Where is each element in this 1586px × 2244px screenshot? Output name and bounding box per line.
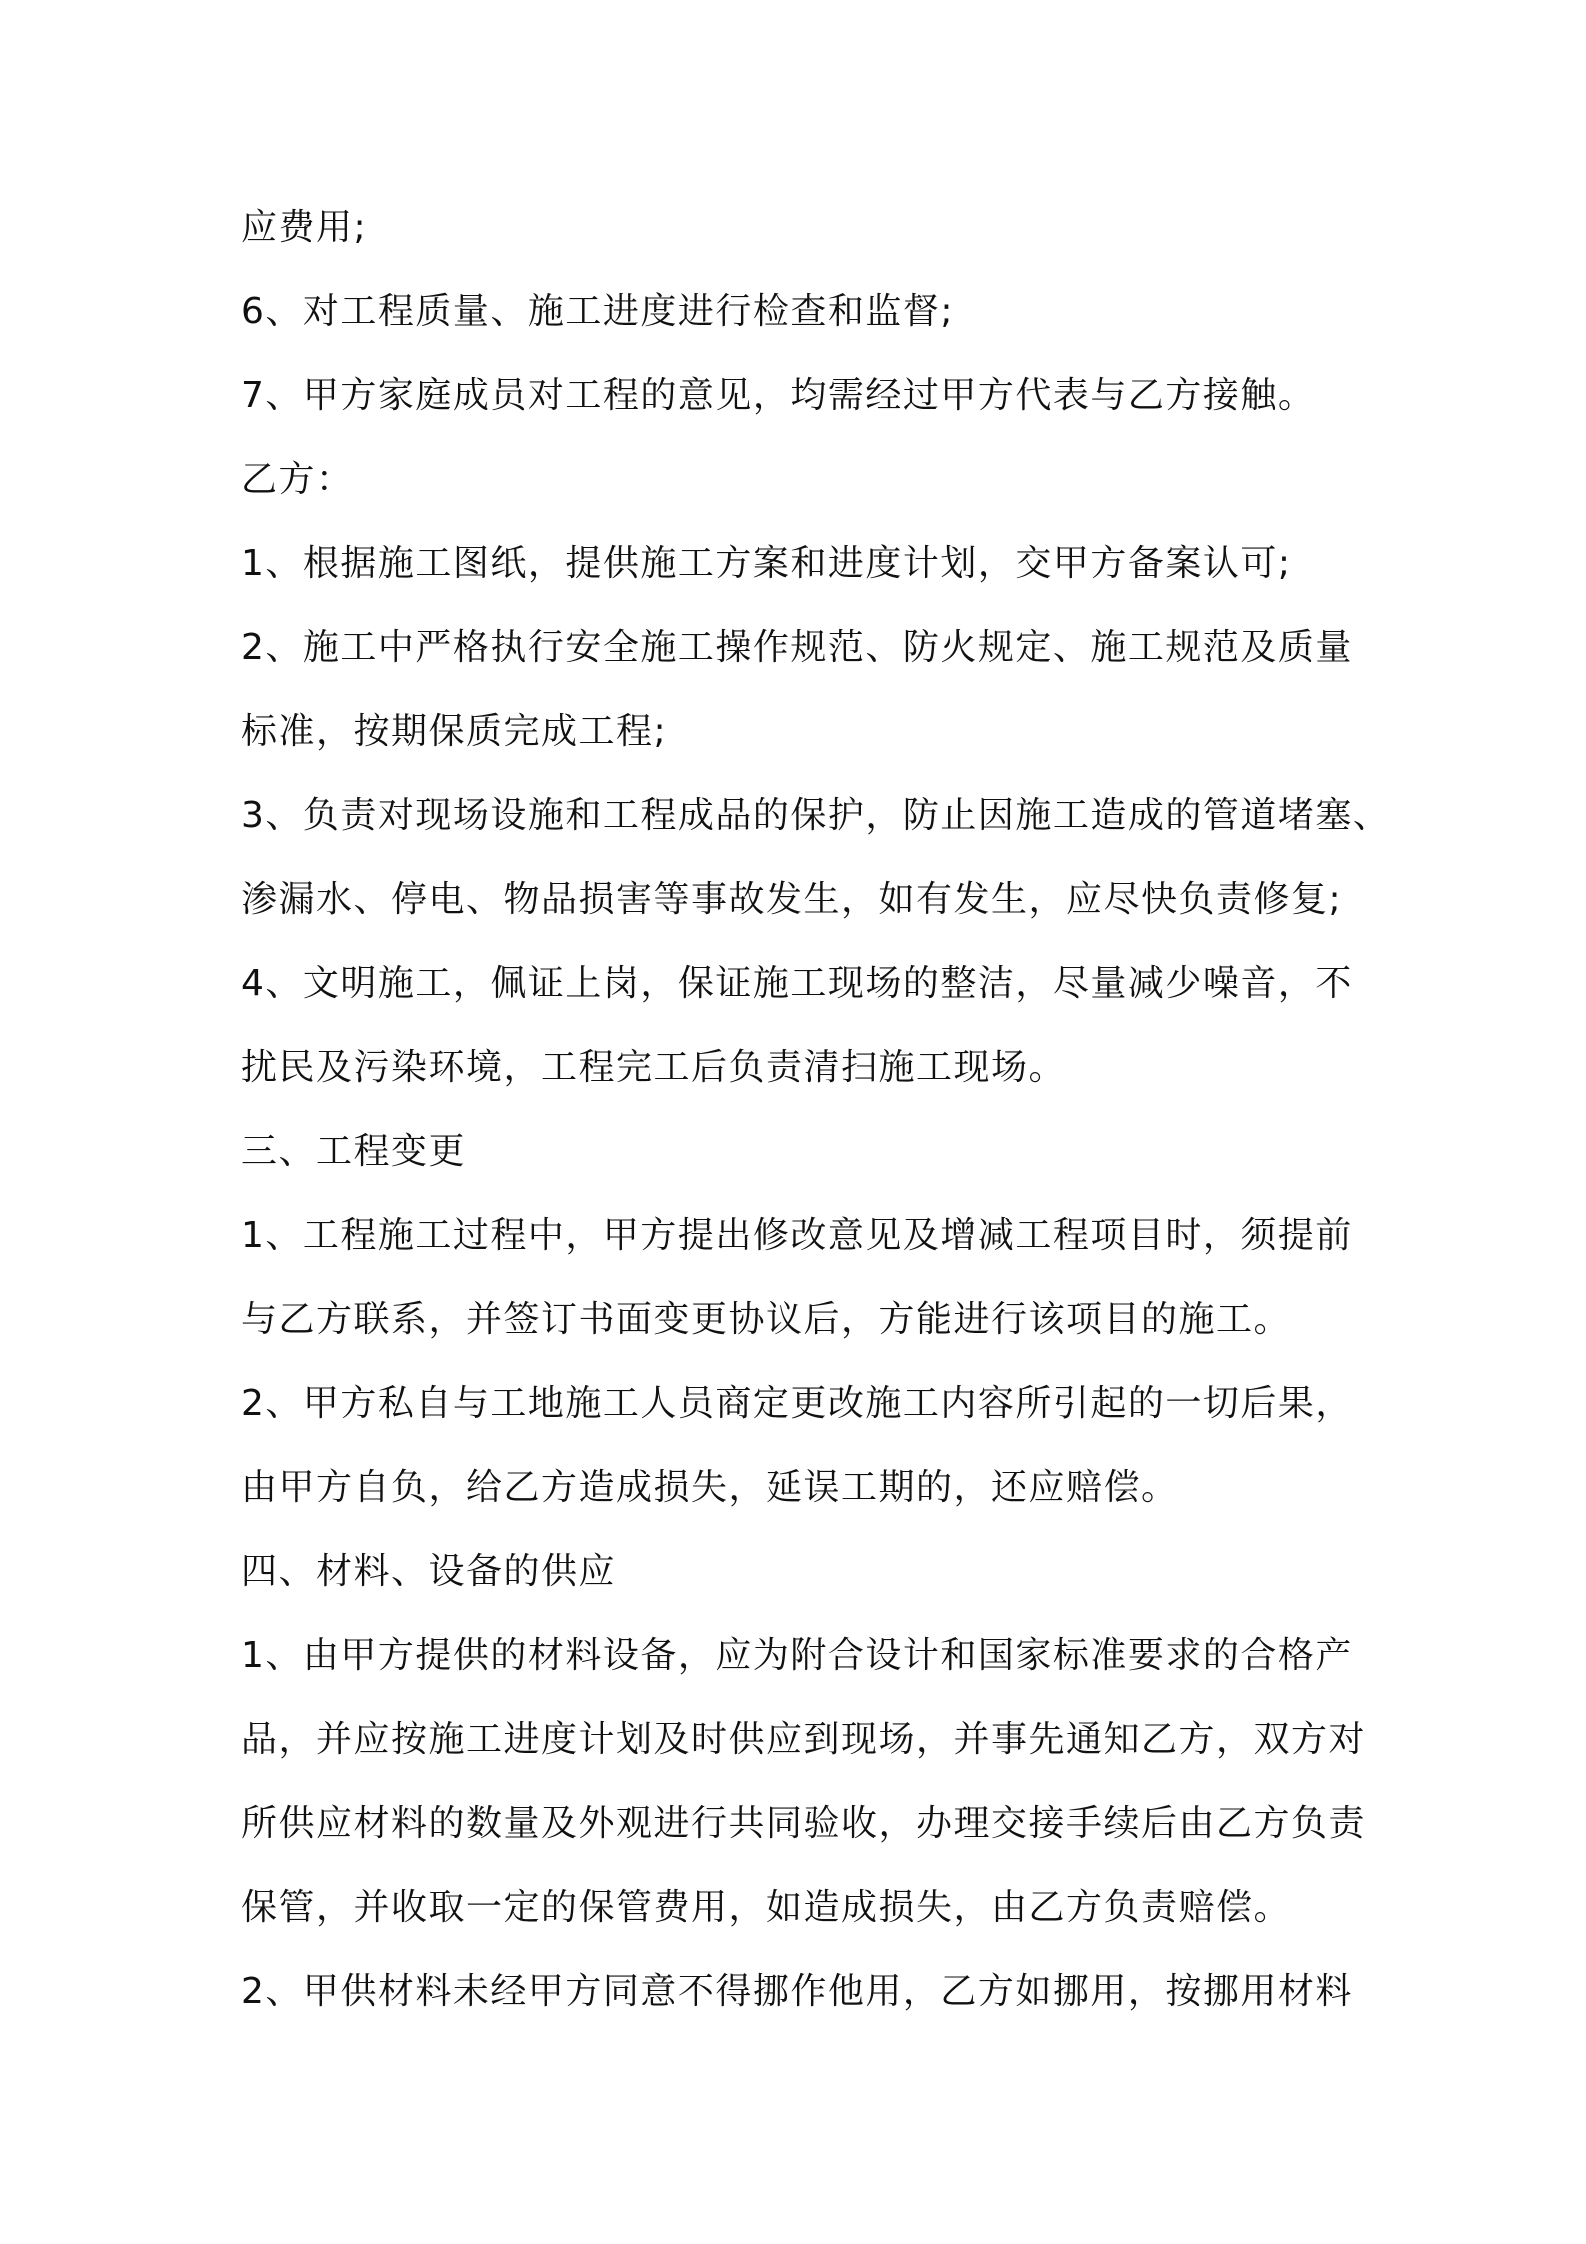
text-line-1: 应费用; [241, 207, 368, 248]
text-line-20: 所供应材料的数量及外观进行共同验收，办理交接手续后由乙方负责 [241, 1803, 1367, 1844]
text-line-7: 标准，按期保质完成工程; [241, 711, 668, 752]
section-heading-4: 四、材料、设备的供应 [241, 1551, 617, 1592]
text-line-14: 与乙方联系，并签订书面变更协议后，方能进行该项目的施工。 [241, 1299, 1292, 1340]
text-line-2: 6、对工程质量、施工进度进行检查和监督; [241, 291, 955, 332]
text-line-16: 由甲方自负，给乙方造成损失，延误工期的，还应赔偿。 [241, 1467, 1179, 1508]
text-line-3: 7、甲方家庭成员对工程的意见，均需经过甲方代表与乙方接触。 [241, 375, 1316, 416]
text-line-13: 1、工程施工过程中，甲方提出修改意见及增减工程项目时，须提前 [241, 1215, 1353, 1256]
text-line-10: 4、文明施工，佩证上岗，保证施工现场的整洁，尽量减少噪音，不 [241, 963, 1353, 1004]
text-line-8: 3、负责对现场设施和工程成品的保护，防止因施工造成的管道堵塞、 [241, 795, 1391, 836]
text-line-5: 1、根据施工图纸，提供施工方案和进度计划，交甲方备案认可; [241, 543, 1292, 584]
text-line-19: 品，并应按施工进度计划及时供应到现场，并事先通知乙方，双方对 [241, 1719, 1367, 1760]
text-line-18: 1、由甲方提供的材料设备，应为附合设计和国家标准要求的合格产 [241, 1635, 1353, 1676]
text-line-21: 保管，并收取一定的保管费用，如造成损失，由乙方负责赔偿。 [241, 1887, 1292, 1928]
text-line-6: 2、施工中严格执行安全施工操作规范、防火规定、施工规范及质量 [241, 627, 1353, 668]
text-line-9: 渗漏水、停电、物品损害等事故发生，如有发生，应尽快负责修复; [241, 879, 1343, 920]
text-line-11: 扰民及污染环境，工程完工后负责清扫施工现场。 [241, 1047, 1067, 1088]
section-heading-3: 三、工程变更 [241, 1131, 467, 1172]
text-line-22: 2、甲供材料未经甲方同意不得挪作他用，乙方如挪用，按挪用材料 [241, 1971, 1353, 2012]
text-line-15: 2、甲方私自与工地施工人员商定更改施工内容所引起的一切后果， [241, 1383, 1353, 1424]
section-heading-party-b: 乙方： [241, 459, 354, 500]
